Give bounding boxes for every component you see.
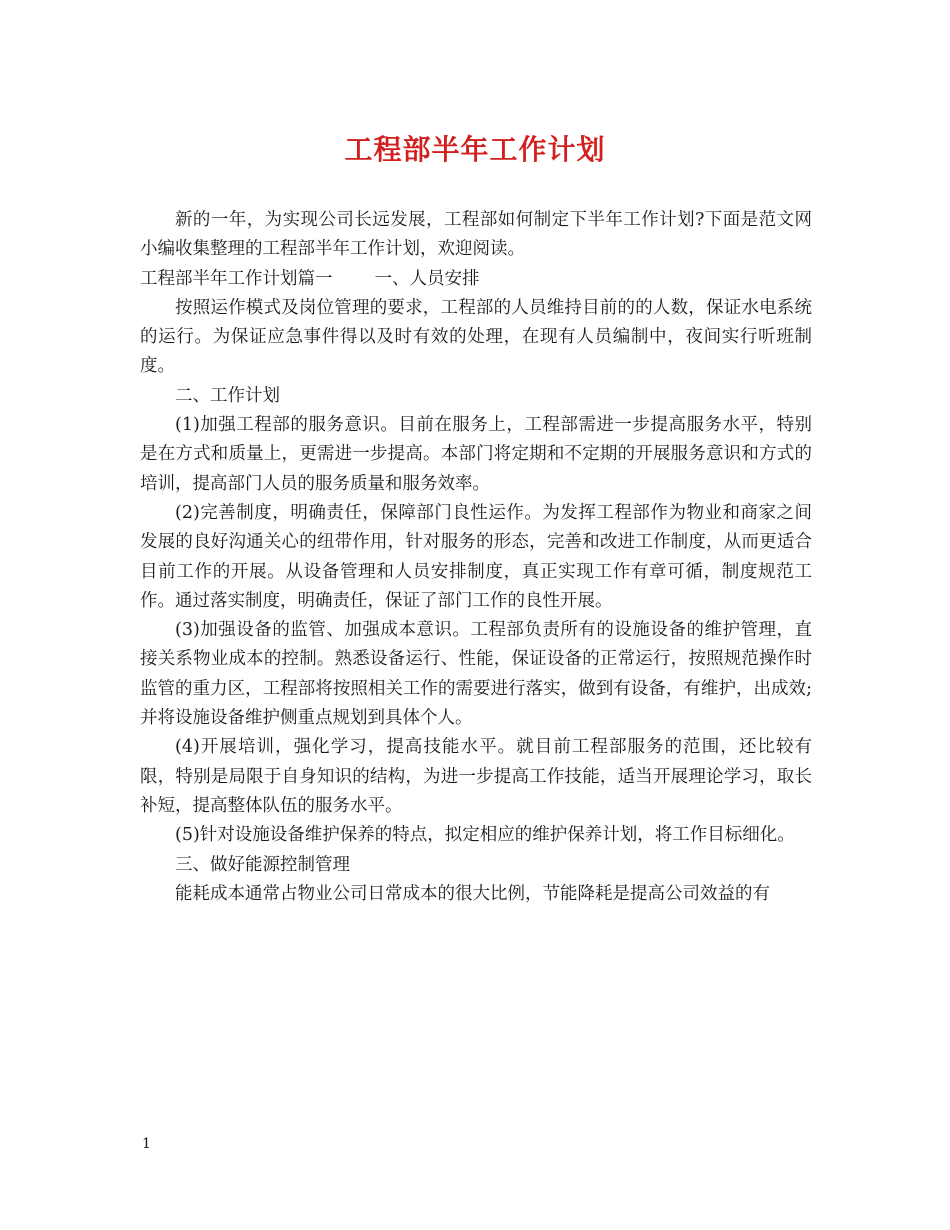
document-title: 工程部半年工作计划 [344, 133, 606, 166]
plan-item-3: (3)加强设备的监管、加强成本意识。工程部负责所有的设施设备的维护管理，直接关系物业成本的控制。熟悉设备运行、性能，保证设备的正常运行，按照规范操作时监管的重力区，工程部将按照相关工作的需要进行落实，做到有设备，有维护，出成效;并将设施设备维护侧重点规划到具体个人。 [140, 620, 812, 729]
heading-staffing: 一、人员安排 [374, 268, 480, 289]
paragraph-staffing: 按照运作模式及岗位管理的要求，工程部的人员维持目前的的人数，保证水电系统的运行。为保证应急事件得以及时有效的处理，在现有人员编制中，夜间实行听班制度。 [140, 297, 812, 377]
intro-paragraph: 新的一年，为实现公司长远发展，工程部如何制定下半年工作计划?下面是范文网小编收集整理的工程部半年工作计划，欢迎阅读。 [140, 210, 812, 260]
section-label: 工程部半年工作计划篇一 [140, 268, 333, 289]
heading-work-plan: 二、工作计划 [175, 385, 280, 406]
plan-item-1: (1)加强工程部的服务意识。目前在服务上，工程部需进一步提高服务水平，特别是在方式和质量上，更需进一步提高。本部门将定期和不定期的开展服务意识和方式的培训，提高部门人员的服务质量和服务效率。 [140, 415, 812, 494]
plan-item-5: (5)针对设施设备维护保养的特点，拟定相应的维护保养计划，将工作目标细化。 [175, 825, 795, 846]
section-heading-line [140, 265, 812, 294]
heading-energy: 三、做好能源控制管理 [175, 854, 350, 875]
paragraph-energy: 能耗成本通常占物业公司日常成本的很大比例，节能降耗是提高公司效益的有 [175, 883, 770, 904]
plan-item-4: (4)开展培训，强化学习，提高技能水平。就目前工程部服务的范围，还比较有限，特别是局限于自身知识的结构，为进一步提高工作技能，适当开展理论学习，取长补短，提高整体队伍的服务水平。 [140, 737, 812, 816]
document-body [140, 206, 812, 909]
plan-item-2: (2)完善制度，明确责任，保障部门良性运作。为发挥工程部作为物业和商家之间发展的良好沟通关心的纽带作用，针对服务的形态，完善和改进工作制度，从而更适合目前工作的开展。从设备管理和人员安排制度，真正实现工作有章可循，制度规范工作。通过落实制度，明确责任，保证了部门工作的良性开展。 [140, 502, 812, 611]
page-number: 1 [142, 1136, 151, 1152]
